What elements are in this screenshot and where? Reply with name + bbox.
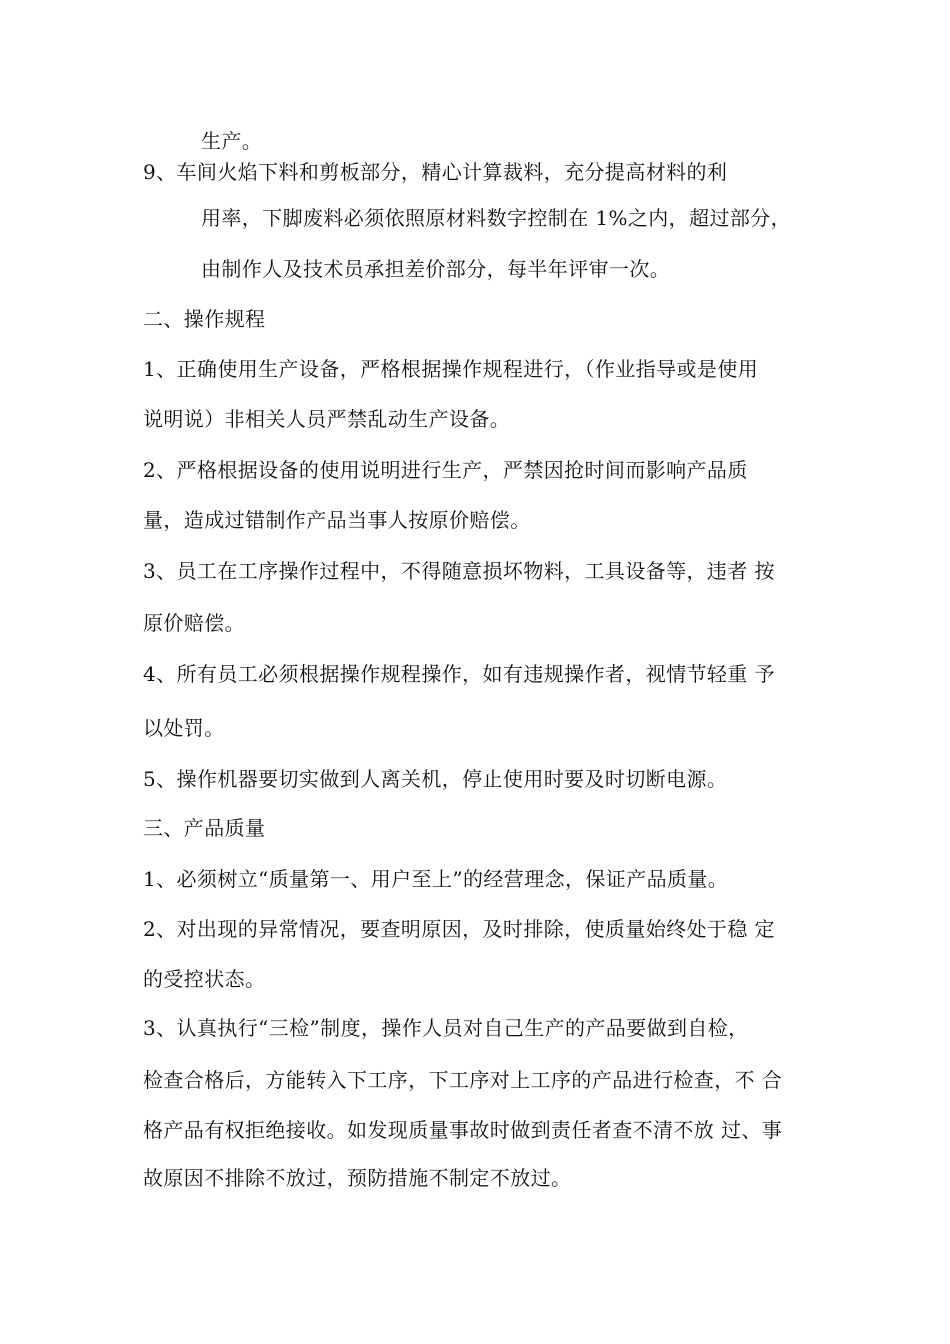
- text-line: 量，造成过错制作产品当事人按原价赔偿。: [143, 508, 531, 532]
- text-line: 生产。: [201, 129, 263, 153]
- text-line: 3、认真执行“三检”制度，操作人员对自己生产的产品要做到自检，: [143, 1016, 749, 1040]
- text-line: 故原因不排除不放过，预防措施不制定不放过。: [143, 1166, 572, 1190]
- text-line: 的受控状态。: [143, 967, 266, 991]
- text-line: 1、必须树立“质量第一、用户至上”的经营理念，保证产品质量。: [143, 867, 729, 891]
- text-line: 说明说）非相关人员严禁乱动生产设备。: [143, 407, 511, 431]
- text-line: 3、员工在工序操作过程中，不得随意损坏物料，工具设备等，违者 按: [143, 559, 775, 583]
- text-line: 5、操作机器要切实做到人离关机，停止使用时要及时切断电源。: [143, 767, 728, 791]
- text-line: 用率，下脚废料必须依照原材料数字控制在 1%之内，超过部分，: [201, 206, 792, 230]
- text-line: 4、所有员工必须根据操作规程操作，如有违规操作者，视情节轻重 予: [143, 662, 775, 686]
- section-heading: 二、操作规程: [143, 307, 266, 331]
- text-line: 格产品有权拒绝接收。如发现质量事故时做到责任者查不清不放 过、事: [143, 1118, 783, 1142]
- text-line: 由制作人及技术员承担差价部分，每半年评审一次。: [201, 257, 671, 281]
- text-line: 以处罚。: [143, 716, 225, 740]
- text-line: 2、对出现的异常情况，要查明原因，及时排除，使质量始终处于稳 定: [143, 917, 775, 941]
- text-line: 原价赔偿。: [143, 611, 245, 635]
- section-heading: 三、产品质量: [143, 816, 266, 840]
- text-line: 9、车间火焰下料和剪板部分，精心计算裁料，充分提高材料的利: [143, 160, 728, 184]
- text-line: 1、正确使用生产设备，严格根据操作规程进行，（作业指导或是使用: [143, 357, 759, 381]
- text-line: 2、严格根据设备的使用说明进行生产，严禁因抢时间而影响产品质: [143, 458, 748, 482]
- text-line: 检查合格后，方能转入下工序，下工序对上工序的产品进行检查，不 合: [143, 1068, 783, 1092]
